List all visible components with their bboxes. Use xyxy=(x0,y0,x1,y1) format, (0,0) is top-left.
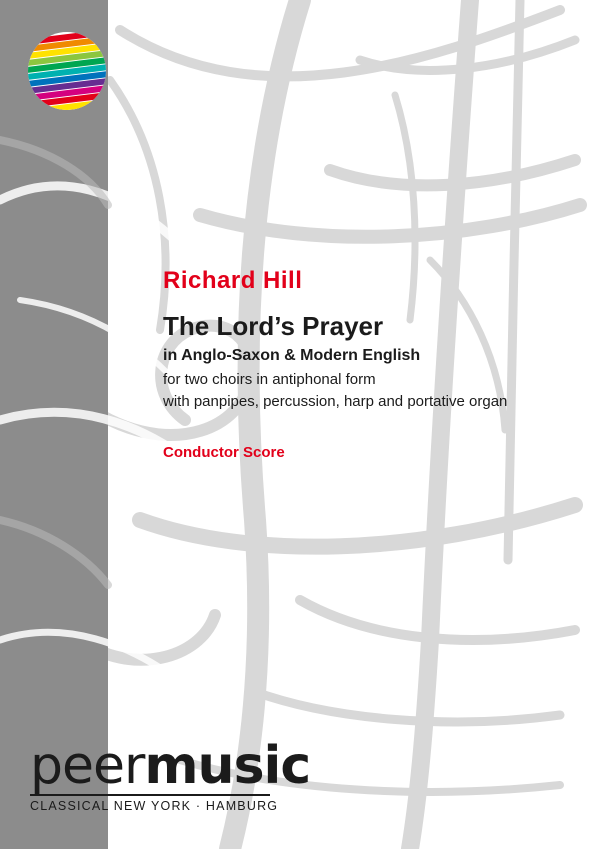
composer-name: Richard Hill xyxy=(163,267,303,294)
title-block xyxy=(163,268,583,461)
publisher-tagline: CLASSICAL NEW YORK · HAMBURG xyxy=(30,799,279,813)
peermusic-ball-logo xyxy=(28,32,106,110)
work-subtitle-ensemble: for two choirs in antiphonal form xyxy=(163,371,376,389)
work-subtitle-languages: in Anglo-Saxon & Modern English xyxy=(163,347,421,365)
work-title: The Lord’s Prayer xyxy=(163,311,384,342)
score-type-label: Conductor Score xyxy=(163,443,285,461)
left-grey-band xyxy=(0,0,108,849)
publisher-name-peer: peer xyxy=(30,736,145,796)
publisher-imprint xyxy=(30,736,570,813)
publisher-name xyxy=(30,736,570,796)
work-subtitle-instruments: with panpipes, percussion, harp and portative organ xyxy=(163,393,508,411)
publisher-name-music: music xyxy=(144,736,311,796)
